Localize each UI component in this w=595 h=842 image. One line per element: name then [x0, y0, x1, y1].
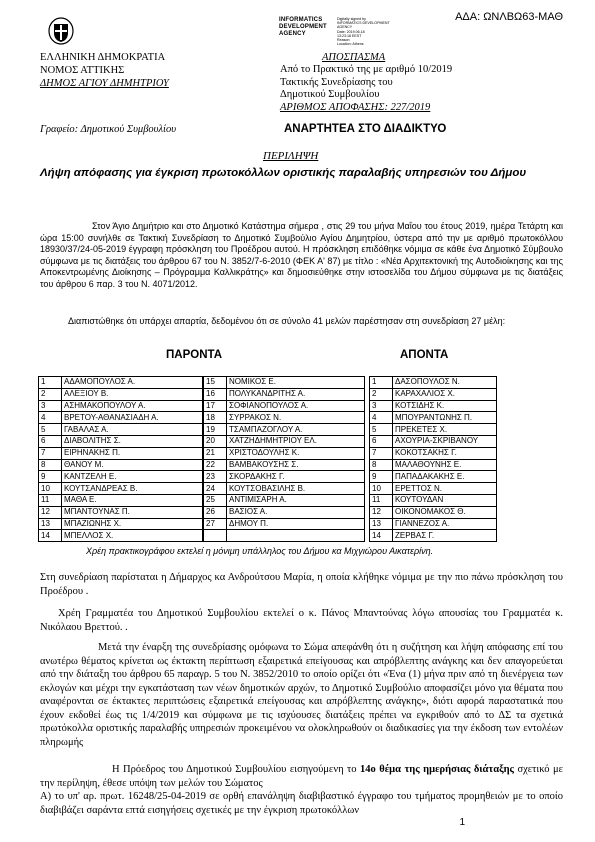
member-row	[39, 400, 203, 412]
urgency-paragraph	[40, 641, 563, 749]
member-name: ΚΑΡΑΧΑΛΙΟΣ Χ.	[393, 388, 497, 400]
member-row	[39, 424, 203, 436]
rapporteur-text: Η Πρόεδρος του Δημοτικού Συμβουλίου εισηγούμενη το	[112, 764, 357, 775]
member-number: 25	[204, 494, 227, 506]
member-number: 24	[204, 483, 227, 495]
member-number: 1	[370, 377, 393, 389]
member-name: ΚΟΤΣΙΔΗΣ Κ.	[393, 400, 497, 412]
member-row	[204, 506, 365, 518]
stamp-text: Location: Athens	[337, 42, 364, 47]
stamp-signature-text	[337, 17, 391, 46]
member-row	[370, 459, 497, 471]
member-number: 7	[370, 447, 393, 459]
present-table-1	[38, 376, 203, 542]
member-number: 13	[370, 518, 393, 530]
member-row	[370, 435, 497, 447]
member-number: 11	[39, 494, 62, 506]
member-row	[370, 483, 497, 495]
member-row	[204, 435, 365, 447]
member-number: 9	[370, 471, 393, 483]
absent-table	[369, 376, 497, 542]
page-number: 1	[459, 817, 465, 828]
member-number: 5	[39, 424, 62, 436]
member-number: 23	[204, 471, 227, 483]
member-row	[39, 494, 203, 506]
member-row	[39, 388, 203, 400]
member-number: 8	[370, 459, 393, 471]
member-name: ΒΡΕΤΟΥ-ΑΘΑΝΑΣΙΑΔΗ Α.	[62, 412, 203, 424]
member-number: 26	[204, 506, 227, 518]
member-row	[39, 377, 203, 389]
member-name: ΑΣΗΜΑΚΟΠΟΥΛΟΥ Α.	[62, 400, 203, 412]
member-row	[370, 447, 497, 459]
member-name: ΒΑΣΙΟΣ Α.	[227, 506, 365, 518]
member-row	[39, 530, 203, 542]
summary-heading: ΠΕΡΙΛΗΨΗ	[263, 150, 319, 162]
member-name: ΜΑΛΑΘΟΥΝΗΣ Ε.	[393, 459, 497, 471]
member-row	[370, 388, 497, 400]
member-name: ΑΧΟΥΡΙΑ-ΣΚΡΙΒΑΝΟΥ	[393, 435, 497, 447]
member-row	[39, 506, 203, 518]
stamp-text: Date: 2019.06.18	[337, 29, 365, 34]
member-name: ΓΑΒΑΛΑΣ Α.	[62, 424, 203, 436]
member-row	[204, 494, 365, 506]
member-number: 2	[39, 388, 62, 400]
member-number: 6	[39, 435, 62, 447]
member-row	[39, 518, 203, 530]
member-name: ΧΑΤΖΗΔΗΜΗΤΡΙΟΥ ΕΛ.	[227, 435, 365, 447]
member-name: ΑΛΕΞΙΟΥ Β.	[62, 388, 203, 400]
member-name: ΜΠΑΝΤΟΥΝΑΣ Π.	[62, 506, 203, 518]
member-name: ΚΟΥΤΣΑΝΔΡΕΑΣ Β.	[62, 483, 203, 495]
member-name: ΠΟΛΥΚΑΝΔΡΙΤΗΣ Α.	[227, 388, 365, 400]
member-number: 7	[39, 447, 62, 459]
member-row	[370, 506, 497, 518]
member-number: 22	[204, 459, 227, 471]
office-label: Γραφείο: Δημοτικού Συμβουλίου	[40, 124, 177, 135]
member-number: 9	[39, 471, 62, 483]
municipality-label: ΔΗΜΟΣ ΑΓΙΟΥ ΔΗΜΗΤΡΙΟΥ	[40, 78, 169, 89]
member-name: ΚΑΝΤΖΕΛΗ Ε.	[62, 471, 203, 483]
member-name: ΜΠΕΛΛΟΣ Χ.	[62, 530, 203, 542]
member-name: ΘΑΝΟΥ Μ.	[62, 459, 203, 471]
present-table-2	[203, 376, 365, 542]
stamp-line-3: AGENCY	[279, 31, 306, 37]
member-number: 16	[204, 388, 227, 400]
urgency-text: Μετά την έναρξη της συνεδρίασης ομόφωνα το Σώμα απεφάνθη ότι η συζήτηση και λήψη απόφασης επί του ανωτέρω θέματος κρίνεται ως έκτακτη περίπτωση εξαιρετικά επείγουσας και απρόβλεπτης ανάγκης και δεν απαγορεύεται από την διάταξη του άρθρου 65 παραγρ. 5 του Ν. 3852/2010 το οποίο ορίζει ότι «Ένα (1) μήνα πριν από τη διενέργεια των εκλογών και μέχρι την εγκατάσταση των νέων δημοτικών αρχών, το Δημοτικό Συμβούλιο αποφασίζει μόνο για θέματα που αναφέρονται σε έκτακτες περιπτώσεις εξαιρετικά επείγουσας και απρόβλεπτης ανάγκης», διότι αφορά παραστατικά που έχουν εκδοθεί έως τις 1/4/2019 και σύμφωνα με τις ισχύουσες διατάξεις πρέπει να εγκριθούν από το ΔΣ τα σχετικά πρωτόκολλα οριστικής παραλαβής υπηρεσιών προκειμένου να ολοκληρωθούν οι διαδικασίες για την έκδοση των εντολέων πληρωμής	[40, 642, 563, 748]
member-name: ΠΑΠΑΔΑΚΑΚΗΣ Ε.	[393, 471, 497, 483]
member-name: ΚΟΚΟΤΣΑΚΗΣ Γ.	[393, 447, 497, 459]
publish-label: ΑΝΑΡΤΗΤΕΑ ΣΤΟ ΔΙΑΔΙΚΤΥΟ	[284, 123, 447, 135]
member-number: 19	[204, 424, 227, 436]
member-name: ΟΙΚΟΝΟΜΑΚΟΣ Θ.	[393, 506, 497, 518]
member-row	[204, 471, 365, 483]
member-row	[39, 471, 203, 483]
rapporteur-paragraph	[40, 763, 563, 790]
member-row	[370, 530, 497, 542]
member-number: 17	[204, 400, 227, 412]
minutes-number-text: Από το Πρακτικό της με αριθμό 10/2019	[280, 64, 453, 75]
member-row	[39, 483, 203, 495]
member-row	[370, 471, 497, 483]
member-row	[39, 412, 203, 424]
council-name: Δημοτικού Συμβουλίου	[280, 89, 380, 100]
member-name: ΠΡΕΚΕΤΕΣ Χ.	[393, 424, 497, 436]
greek-emblem-icon	[48, 17, 74, 45]
member-row	[204, 518, 365, 530]
member-number: 6	[370, 435, 393, 447]
secretary-note: Χρέη πρακτικογράφου εκτελεί η μόνιμη υπάλληλος του Δήμου κα Μιχγιώρου Αικατερίνη.	[86, 546, 434, 556]
present-heading: ΠΑΡΟΝΤΑ	[166, 349, 223, 361]
minutes-header	[280, 64, 452, 114]
member-name: ΕΙΡΗΝΑΚΗΣ Π.	[62, 447, 203, 459]
member-name: ΑΝΤΙΜΙΣΑΡΗ Α.	[227, 494, 365, 506]
member-row	[204, 483, 365, 495]
member-number: 14	[370, 530, 393, 542]
member-name: ΔΑΣΟΠΟΥΛΟΣ Ν.	[393, 377, 497, 389]
stamp-line-2: DEVELOPMENT	[279, 24, 327, 30]
intro-paragraph: Στον Άγιο Δημήτριο και στο Δημοτικό Κατάστημα σήμερα , στις 29 του μήνα Μαΐου του έτους 2019, ημέρα Τετάρτη και ώρα 15:00 συνήλθε σε Τακτική Συνεδρίαση το Δημοτικό Συμβούλιο Αγίου Δημητρίου, ύστερα από την με αριθμό πρωτοκόλλου 18930/37/24-05-2019 έγγραφη πρόσκληση του Προέδρου αυτού. Η πρόσκληση επιδόθηκε νόμιμα σε κάθε ένα Δημοτικό Σύμβουλο σύμφωνα με τις διατάξεις του άρθρου 67 του Ν. 3852/7-6-2010 (ΦΕΚ Α' 87) με τίτλο : «Νέα Αρχιτεκτονική της Αυτοδιοίκησης και της Αποκεντρωμένης Διοίκησης – Πρόγραμμα Καλλικράτης» και δημοσιεύθηκε στην ιστοσελίδα του Δήμου σύμφωνα με τις διατάξεις του άρθρου 6 παρ. 3 του Ν. 4071/2012.	[40, 221, 563, 289]
ida-signature-stamp	[279, 17, 391, 49]
minutes-number	[280, 64, 452, 77]
absent-heading: ΑΠΟΝΤΑ	[400, 349, 449, 361]
member-name: ΝΟΜΙΚΟΣ Ε.	[227, 377, 365, 389]
member-row	[204, 530, 365, 542]
member-name: ΖΕΡΒΑΣ Γ.	[393, 530, 497, 542]
member-row	[370, 400, 497, 412]
member-name: ΣΚΟΡΔΑΚΗΣ Γ.	[227, 471, 365, 483]
member-name: ΔΙΑΒΟΛΙΤΗΣ Σ.	[62, 435, 203, 447]
member-number: 4	[370, 412, 393, 424]
member-number: 3	[39, 400, 62, 412]
prefecture-label: ΝΟΜΟΣ ΑΤΤΙΚΗΣ	[40, 65, 125, 76]
member-number: 15	[204, 377, 227, 389]
excerpt-label: ΑΠΟΣΠΑΣΜΑ	[322, 52, 386, 63]
member-name: ΣΥΡΡΑΚΟΣ Ν.	[227, 412, 365, 424]
member-number: 4	[39, 412, 62, 424]
member-name: ΜΑΘΑ Ε.	[62, 494, 203, 506]
stamp-text: INFORMATICS DEVELOPMENT AGENCY	[337, 21, 390, 30]
member-row	[370, 424, 497, 436]
member-number: 2	[370, 388, 393, 400]
rapporteur-text-end: σχετικό με την περίληψη, έθεσε υπόψη των μελών του Σώματος	[40, 764, 564, 789]
mayor-paragraph: Στη συνεδρίαση παρίσταται η Δήμαρχος κα Ανδρούτσου Μαρία, η οποία κλήθηκε νόμιμα με την πιο πάνω πρόσκληση του Προέδρου .	[40, 572, 563, 597]
member-row	[204, 400, 365, 412]
member-row	[370, 377, 497, 389]
decision-number: ΑΡΙΘΜΟΣ ΑΠΟΦΑΣΗΣ: 227/2019	[280, 101, 431, 113]
member-row	[204, 459, 365, 471]
member-name: ΚΟΥΤΣΟΒΑΣΙΛΗΣ Β.	[227, 483, 365, 495]
member-name: ΤΣΑΜΠΑΖΟΓΛΟΥ Α.	[227, 424, 365, 436]
subject-title: Λήψη απόφασης για έγκριση πρωτοκόλλων οριστικής παραλαβής υπηρεσιών του Δήμου	[40, 167, 527, 179]
member-number: 18	[204, 412, 227, 424]
member-row	[39, 435, 203, 447]
member-number: 27	[204, 518, 227, 530]
stamp-text: Digitally signed by	[337, 17, 366, 21]
member-name: ΑΔΑΜΟΠΟΥΛΟΣ Α.	[62, 377, 203, 389]
member-number: 11	[370, 494, 393, 506]
member-name: ΜΠΑΖΙΩΝΗΣ Χ.	[62, 518, 203, 530]
member-number: 21	[204, 447, 227, 459]
stamp-line-1: INFORMATICS	[279, 17, 323, 23]
member-number: 10	[370, 483, 393, 495]
ada-code: ΑΔΑ: ΩΝΛΒΩ63-ΜΑΘ	[455, 11, 563, 23]
stamp-text: Reason:	[337, 38, 351, 43]
member-name: ΕΡΕΤΤΟΣ Ν.	[393, 483, 497, 495]
member-row	[204, 388, 365, 400]
member-number: 5	[370, 424, 393, 436]
member-row	[370, 518, 497, 530]
member-number	[204, 530, 227, 542]
member-row	[370, 494, 497, 506]
stamp-text: 13:23:18 EEST	[337, 33, 362, 38]
member-name: ΣΟΦΙΑΝΟΠΟΥΛΟΣ Α.	[227, 400, 365, 412]
member-name	[227, 530, 365, 542]
agenda-item-ref: 14ο θέμα της ημερήσιας διάταξης	[360, 764, 514, 775]
council-secretary-paragraph: Χρέη Γραμματέα του Δημοτικού Συμβουλίου εκτελεί ο κ. Πάνος Μπαντούνας λόγω απουσίας του Γραμματέα κ. Νικόλαου Βρεττού. .	[40, 608, 563, 633]
issuer-header	[40, 51, 169, 90]
member-name: ΧΡΙΣΤΟΔΟΥΛΗΣ Κ.	[227, 447, 365, 459]
member-number: 20	[204, 435, 227, 447]
member-name: ΔΗΜΟΥ Π.	[227, 518, 365, 530]
member-row	[204, 424, 365, 436]
member-number: 10	[39, 483, 62, 495]
member-name: ΓΙΑΝΝΕΖΟΣ Α.	[393, 518, 497, 530]
quorum-paragraph: Διαπιστώθηκε ότι υπάρχει απαρτία, δεδομένου ότι σε σύνολο 41 μελών παρέστησαν στη συνεδρίαση 27 μέλη:	[68, 316, 506, 326]
member-row	[204, 412, 365, 424]
item-a-paragraph: Α) το υπ' αρ. πρωτ. 16248/25-04-2019 σε ορθή επανάληψη διαβιβαστικό έγγραφο του τμήματος προμηθειών με το οποίο διαβιβάζει σαράντα επτά εισηγήσεις σχετικές με την έγκριση πρωτοκόλλων	[40, 791, 563, 816]
session-type: Τακτικής Συνεδρίασης του	[280, 76, 393, 88]
member-number: 14	[39, 530, 62, 542]
member-number: 1	[39, 377, 62, 389]
member-row	[204, 377, 365, 389]
member-number: 13	[39, 518, 62, 530]
member-number: 8	[39, 459, 62, 471]
member-number: 3	[370, 400, 393, 412]
member-name: ΜΠΟΥΡΑΝΤΩΝΗΣ Π.	[393, 412, 497, 424]
member-number: 12	[370, 506, 393, 518]
member-number: 12	[39, 506, 62, 518]
member-name: ΚΟΥΤΟΥΔΑΝ	[393, 494, 497, 506]
member-row	[39, 447, 203, 459]
member-row	[370, 412, 497, 424]
member-row	[204, 447, 365, 459]
member-name: ΒΑΜΒΑΚΟΥΣΗΣ Σ.	[227, 459, 365, 471]
member-row	[39, 459, 203, 471]
republic-label: ΕΛΛΗΝΙΚΗ ΔΗΜΟΚΡΑΤΙΑ	[40, 52, 166, 63]
